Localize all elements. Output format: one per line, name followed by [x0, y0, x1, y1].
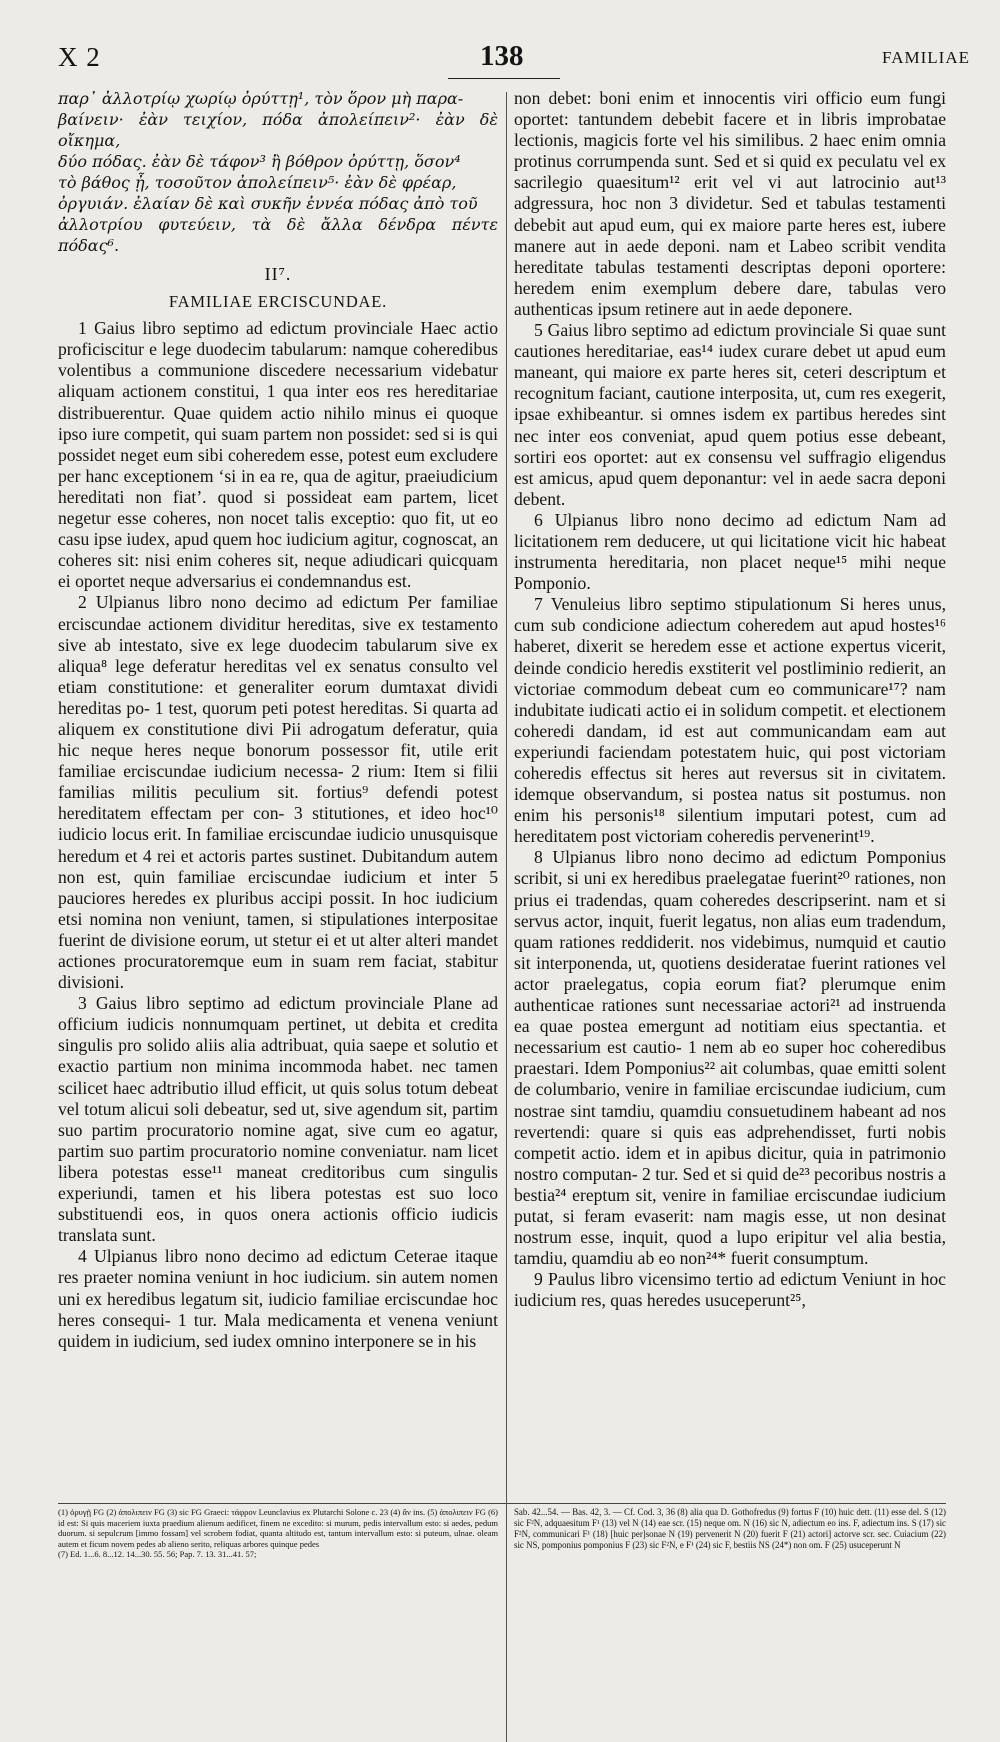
greek-line: τὸ βάθος ᾖ, τοσοῦτον ἀπολείπειν⁵· ἐὰν δὲ φρέαρ, — [58, 173, 457, 192]
header-rule — [448, 78, 560, 79]
left-column — [58, 88, 498, 1352]
footnote-rule — [58, 1503, 946, 1504]
paragraph: non debet: boni enim et innocentis viri officio eum fungi oportet: tantundem debebit facere et in libris improbatae lectionis, magicis forte vel his similibus. 2 haec enim omnia protinus corrumpenda sunt. Sed et si quid ex peculatu vel ex sacrilegio quaesitum¹² erit vel vi aut latrocinio aut¹³ adgressura, hoc non 3 dividetur. Sed et tabulas testamenti debebit aut apud eum, qui ex maiore parte heres est, iubere manere aut in aede deponi. nam et Labeo scribit vendita hereditate tabulas testamenti descriptas deponi oportere: heredem enim exemplum debere dare, tabulas vero authenticas ipsum retinere aut in aede deponere. — [514, 88, 946, 319]
footnotes-left — [58, 1507, 498, 1560]
paragraph: 2 Ulpianus libro nono decimo ad edictum Per familiae erciscundae actionem dividitur hereditas, sive ex testamento sive ab intestato, sive ex lege duodecim tabularum sive ex aliqua⁸ lege deferatur hereditas vel ex senatus consulto vel etiam constitutione: et generaliter eorum dumtaxat dividi hereditas po- 1 test, quorum peti potest hereditas. Si quarta ad aliquem ex constitutione divi Pii adrogatum deferatur, quia hic neque heres neque bonorum possessor fit, utile erit familiae erciscundae iudicium necessa- 2 rium: Item si filii familias militis peculium sit. fortius⁹ defendi potest hereditatem effectam per con- 3 stitutiones, et ideo hoc¹⁰ iudicio locus erit. In familiae erciscundae iudicio unusquisque heredum et 4 rei et actoris partes sustinet. Dubitandum autem non est, quin familiae erciscundae iudicium et inter 5 pauciores heredes ex pluribus accipi possit. In hoc iudicium etsi nomina non veniunt, tamen, si stipulationes interpositae fuerint de divisione eorum, ut stetur ei et ut alter alteri mandet actiones procuratoremque eum in suam rem faciat, stabitur divisioni. — [58, 592, 498, 993]
footnotes-right — [514, 1507, 946, 1551]
paragraph: 6 Ulpianus libro nono decimo ad edictum Nam ad licitationem rem deducere, ut qui licitatione vicit hic habeat instrumenta hereditaria, non placet neque¹⁵ mihi neque Pomponio. — [514, 509, 946, 594]
paragraph: 9 Paulus libro vicensimo tertio ad edictum Veniunt in hoc iudicium res, quas heredes usuceperunt²⁵, — [514, 1269, 946, 1311]
paragraph: 4 Ulpianus libro nono decimo ad edictum Ceterae itaque res praeter nomina veniunt in hoc iudicium. sin autem nomen uni ex heredibus legatum sit, iudicio familiae erciscundae hoc heres consequi- 1 tur. Mala medicamenta et venena veniunt quidem in iudicium, sed iudex omnino interponere se in his — [58, 1246, 498, 1351]
greek-passage — [58, 88, 498, 256]
greek-line: δύο πόδας. ἐὰν δὲ τάφον³ ἢ βόθρον ὀρύττῃ, ὅσον⁴ — [58, 152, 461, 171]
paragraph: 3 Gaius libro septimo ad edictum provinciale Plane ad officium iudicis nonnumquam pertinet, ut debita et credita singulis pro solido aliis alia adtribuat, quia saepe et solutio et exactio partium non minima incommoda habet. nec tamen scilicet haec adtributio illud efficit, ut quis solus totum debeat vel totum alicui soli debeatur, sed ut, sive agendum sit, partim suo partim procuratorio nomine agat, sive cum eo agatur, partim suo partim procuratorio nomine conveniatur. nam licet libera potestas esse¹¹ maneat creditoribus cum singulis experiundi, tamen et his libera potestas est suo loco substituendi eos, in quos onera actionis officio iudicis translata sunt. — [58, 993, 498, 1246]
footnote: (7) Ed. 1...6. 8...12. 14...30. 55. 56; Pap. 7. 13. 31...41. 57; — [58, 1549, 257, 1560]
greek-line: ὀργυιάν. ἐλαίαν δὲ καὶ συκῆν ἐννέα πόδας ἀπὸ τοῦ — [58, 194, 478, 213]
running-header — [0, 40, 1000, 80]
header-signature: X 2 — [58, 42, 101, 72]
paragraph: 1 Gaius libro septimo ad edictum provinciale Haec actio proficiscitur e lege duodecim tabularum: namque coheredibus volentibus a communione discedere necessarium videbatur aliquam actionem constitui, 1 qua inter eos res hereditariae distribuerentur. Quae quidem actio nihilo minus ei quoque ipso iure competit, qui suam partem non possidet: sed si is qui possidet neget eum sibi coheredem esse, potest eum excludere per hanc exceptionem ‘si in ea re, qua de agitur, praeiudicium hereditati non fiat’. quod si possideat eam partem, licet negetur esse coheres, non nocet talis exceptio: quo fit, ut eo casu ipse iudex, apud quem hoc iudicium agitur, cognoscat, an coheres sit: nisi enim coheres sit, neque adiudicari quicquam ei oportet neque adversarius ei condemnandus est. — [58, 318, 498, 592]
section-number: II⁷. — [264, 264, 292, 284]
header-title: FAMILIAE — [882, 48, 970, 67]
footnote-divider — [506, 1500, 507, 1560]
page-number: 138 — [480, 40, 524, 72]
footnote: Sab. 42...54. — Bas. 42, 3. — Cf. Cod. 3, 36 (8) alia qua D. Gothofredus (9) fortus F (10) huic dett. (11) esse del. S (12) sic F²N, adquaesitum F¹ (13) vel N (14) eae scr. (15) neque om. N (16) sic N, adiectum eo ins. F, adiectum ins. S (17) sic F²N, communicari F¹ (18) [huic per]sonae N (19) pervenerit N (20) fuerit F (21) actori] actorve scr. sec. Cuiacium (22) sic NS, pomponius pomponius F (23) sic F²N, e F¹ (24) sic F, bestiis NS (24*) non om. F (25) usuceperunt N — [514, 1507, 946, 1551]
right-column — [514, 88, 946, 1311]
paragraph: 8 Ulpianus libro nono decimo ad edictum Pomponius scribit, si uni ex heredibus praelegatae fuerint²⁰ rationes, non prius ei tradendas, quam coheredes descripserint. nam et si servus actor, inquit, fuerit legatus, non alias eum tradendum, quam rationes reddiderit. nos videbimus, numquid et cautio sit interponenda, ut, quotiens desideratae fuerint rationes vel actor praelegatus, copia eorum fiat? plerumque enim authenticae rationes sunt necessariae actori²¹ ad instruenda ea quae postea emergunt ad notitiam eius spectantia. et necessarium est cautio- 1 nem ab eo super hoc coheredibus praestari. Idem Pomponius²² ait columbas, quae emitti solent de columbario, venire in familiae erciscundae iudicium, cum nostrae sint tamdiu, quamdiu consuetudinem habeant ad nos revertendi: quare si quis eas adprehendisset, furti nobis competit actio. idem et in apibus dicitur, quia in patrimonio nostro computan- 2 tur. Sed et si quid de²³ pecoribus nostris a bestia²⁴ ereptum sit, venire in familiae erciscundae iudicium putat, si feram evaserit: nam magis esse, ut non desinat nostrum esse, inquit, quod a lupo eripitur vel alia bestia, tamdiu, quamdiu ab eo non²⁴* fuerit consumptum. — [514, 847, 946, 1269]
paragraph: 5 Gaius libro septimo ad edictum provinciale Si quae sunt cautiones hereditariae, eas¹⁴ iudex curare debet ut apud eum maneant, qui maiore ex parte heres sit, ceteri descriptum et recognitum faciant, cautione interposita, ut, cum res exegerit, ipsae exhibeantur. si omnes isdem ex partibus heredes sint nec inter eos conveniat, apud quem potius esse debeant, sortiri eos oportet: aut ex consensu vel suffragio eligendus est amicus, apud quem deponantur: vel in aede sacra deponi debent. — [514, 320, 946, 509]
paragraph: 7 Venuleius libro septimo stipulationum Si heres unus, cum sub condicione adiectum coheredem aut apud hostes¹⁶ haberet, dixerit se heredem esse et actione expertus vicerit, deinde condicio heredis exstiterit vel postliminio redierit, an victoriae commodum debeat cum eo communicare¹⁷? nam indubitate iudicati actio ei in solidum competit. et electionem coheredi dandam, id est aut communicandam eam aut experiundi faciendam potestatem huic, qui post victoriam coheredis effectus sit heres aut reversus sit in civitatem. idemque observandum, si postea natus sit postumus. non enim his personis¹⁸ silentium imputari potest, cum ad hereditatem post victoriam coheredis pervenerint¹⁹. — [514, 594, 946, 847]
greek-line: ἀλλοτρίου φυτεύειν, τὰ δὲ ἄλλα δένδρα πέντε πόδας⁶. — [58, 215, 498, 255]
column-divider — [506, 92, 507, 1742]
greek-line: βαίνειν· ἐὰν τειχίον, πόδα ἀπολείπειν²· ἐὰν δὲ οἴκημα, — [58, 110, 498, 150]
footnote: (1) ὀρυγῇ FG (2) ἀπολιπειν FG (3) sic FG Graeci: τάφρον Leunclavius ex Plutarchi Solone c. 23 (4) ἂν ins. (5) ἀπολιπειν FG (6) id est: Si quis maceriem iuxta praedium alienum aedificet, finem ne excedito: si murum, pedis intervallum esto: si aedes, pedum duorum. si sepulcrum [immo fossam] vel scrobem fodiat, quanta altitudo est, tantum intervallum esto: si puteum, ulnae. oleam autem et ficum novem pedes ab alieno serito, reliquas arbores quinque pedes — [58, 1507, 498, 1549]
greek-line: παρ᾽ ἀλλοτρίῳ χωρίῳ ὀρύττῃ¹, τὸν ὅρον μὴ παρα- — [58, 89, 464, 108]
section-title: FAMILIAE ERCISCUNDAE. — [168, 292, 388, 312]
